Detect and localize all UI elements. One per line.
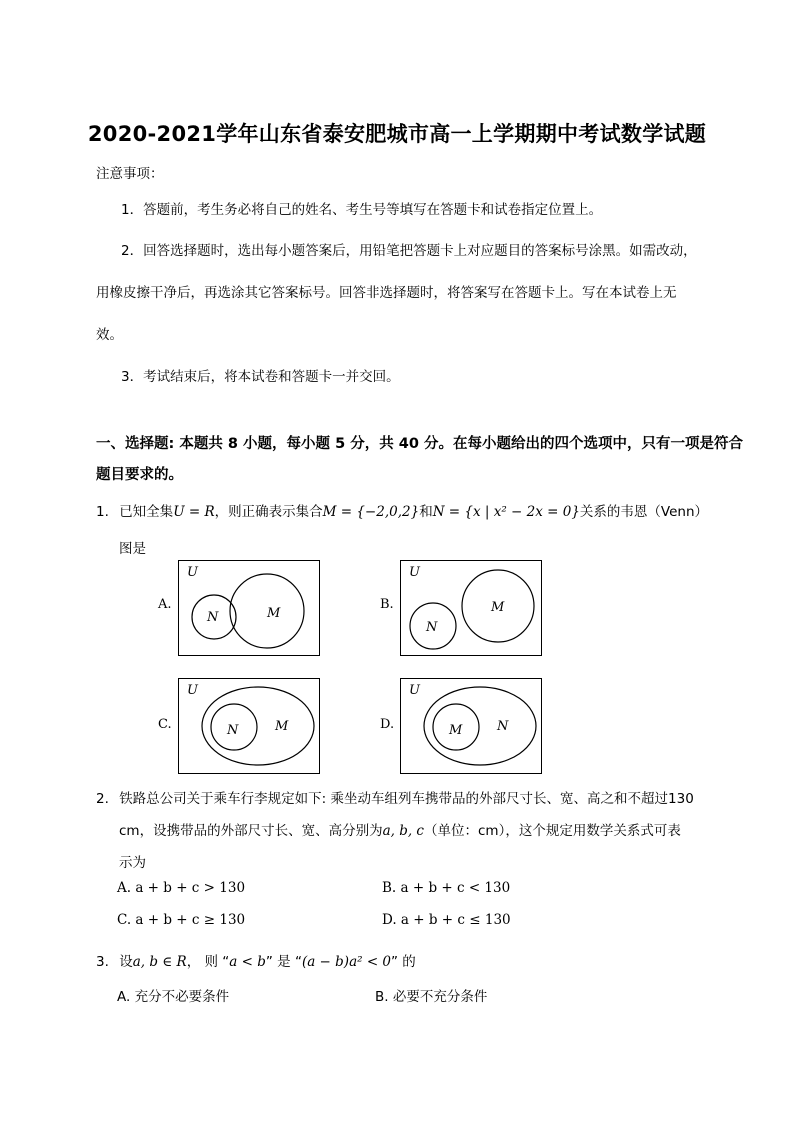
math-set-n: N = {x | x² − 2x = 0} [432, 504, 580, 520]
math-set-m: M = {−2,0,2} [322, 504, 420, 520]
notice-item-2-line-1: 2．回答选择题时，选出每小题答案后，用铅笔把答题卡上对应题目的答案标号涂黑。如需改动， [121, 243, 697, 259]
question-text: 关系的韦恩（Venn） [579, 504, 709, 520]
page-title: 2020-2021学年山东省泰安肥城市高一上学期期中考试数学试题 [87, 122, 707, 146]
universe-rect [179, 561, 320, 656]
option-a-label[interactable]: A. [158, 597, 172, 612]
math-abc: a, b, c [382, 823, 424, 839]
question-text: 铁路总公司关于乘车行李规定如下: 乘坐动车组列车携带品的外部尺寸长、宽、高之和不超过130 [119, 791, 694, 807]
label-u: U [187, 683, 198, 698]
question-1-continuation: 图是 [119, 541, 146, 557]
question-text: ， 则 “ [186, 954, 230, 970]
question-text: 和 [419, 504, 433, 520]
question-1 [96, 500, 708, 520]
q2-option-a[interactable]: A. a + b + c > 130 [117, 880, 246, 896]
label-m: M [275, 719, 289, 734]
question-2-line-2 [119, 819, 681, 839]
notice-item-1: 1．答题前，考生务必将自己的姓名、考生号等填写在答题卡和试卷指定位置上。 [121, 202, 603, 218]
label-u: U [409, 565, 420, 580]
universe-rect [401, 561, 542, 656]
q3-option-a[interactable]: A. 充分不必要条件 [117, 989, 230, 1005]
label-n: N [426, 620, 438, 635]
venn-diagram-b[interactable] [400, 560, 542, 656]
q2-option-b[interactable]: B. a + b + c < 130 [382, 880, 511, 896]
question-text: ，则正确表示集合 [214, 504, 323, 520]
venn-diagram-c[interactable] [178, 678, 320, 774]
q2-option-c[interactable]: C. a + b + c ≥ 130 [117, 912, 246, 928]
question-text: cm，设携带品的外部尺寸长、宽、高分别为 [119, 823, 383, 839]
label-n: N [207, 610, 219, 625]
label-m: M [267, 606, 281, 621]
option-c-label[interactable]: C. [158, 717, 172, 732]
question-number: 2. [96, 791, 109, 807]
question-text: ” 的 [391, 954, 416, 970]
question-text: ” 是 “ [265, 954, 302, 970]
venn-diagram-a[interactable] [178, 560, 320, 656]
question-2 [96, 787, 694, 807]
q2-option-d[interactable]: D. a + b + c ≤ 130 [382, 912, 511, 928]
option-d-label[interactable]: D. [380, 717, 395, 732]
label-n: N [227, 723, 239, 738]
circle-n [424, 687, 536, 765]
notice-item-3: 3．考试结束后，将本试卷和答题卡一并交回。 [121, 369, 400, 385]
question-number: 3. [96, 954, 109, 970]
label-m: M [491, 600, 505, 615]
math-a-less-b: a < b [229, 954, 266, 970]
label-u: U [409, 683, 420, 698]
math-expression: (a − b)a² < 0 [301, 954, 392, 970]
question-number: 1. [96, 504, 109, 520]
universe-rect [179, 679, 320, 774]
question-text: （单位：cm），这个规定用数学关系式可表 [424, 823, 681, 839]
question-2-line-3: 示为 [119, 855, 146, 871]
math-set-u: U = R [173, 504, 215, 520]
question-3 [96, 950, 416, 970]
label-n: N [497, 719, 509, 734]
q3-option-b[interactable]: B. 必要不充分条件 [375, 989, 488, 1005]
math-ab-real: a, b ∈ R [132, 954, 187, 970]
venn-diagram-d[interactable] [400, 678, 542, 774]
circle-m [202, 687, 314, 765]
question-text: 设 [119, 954, 133, 970]
label-m: M [449, 723, 463, 738]
notice-item-2-line-3: 效。 [96, 327, 123, 343]
label-u: U [187, 565, 198, 580]
universe-rect [401, 679, 542, 774]
question-text: 已知全集 [119, 504, 174, 520]
notice-heading: 注意事项： [96, 166, 164, 182]
section-heading-line-1: 一、选择题: 本题共 8 小题，每小题 5 分，共 40 分。在每小题给出的四个选项中，只有一项是符合 [96, 436, 743, 452]
option-b-label[interactable]: B. [380, 597, 394, 612]
section-heading-line-2: 题目要求的。 [96, 467, 183, 483]
notice-item-2-line-2: 用橡皮擦干净后，再选涂其它答案标号。回答非选择题时，将答案写在答题卡上。写在本试卷上无 [96, 285, 677, 301]
